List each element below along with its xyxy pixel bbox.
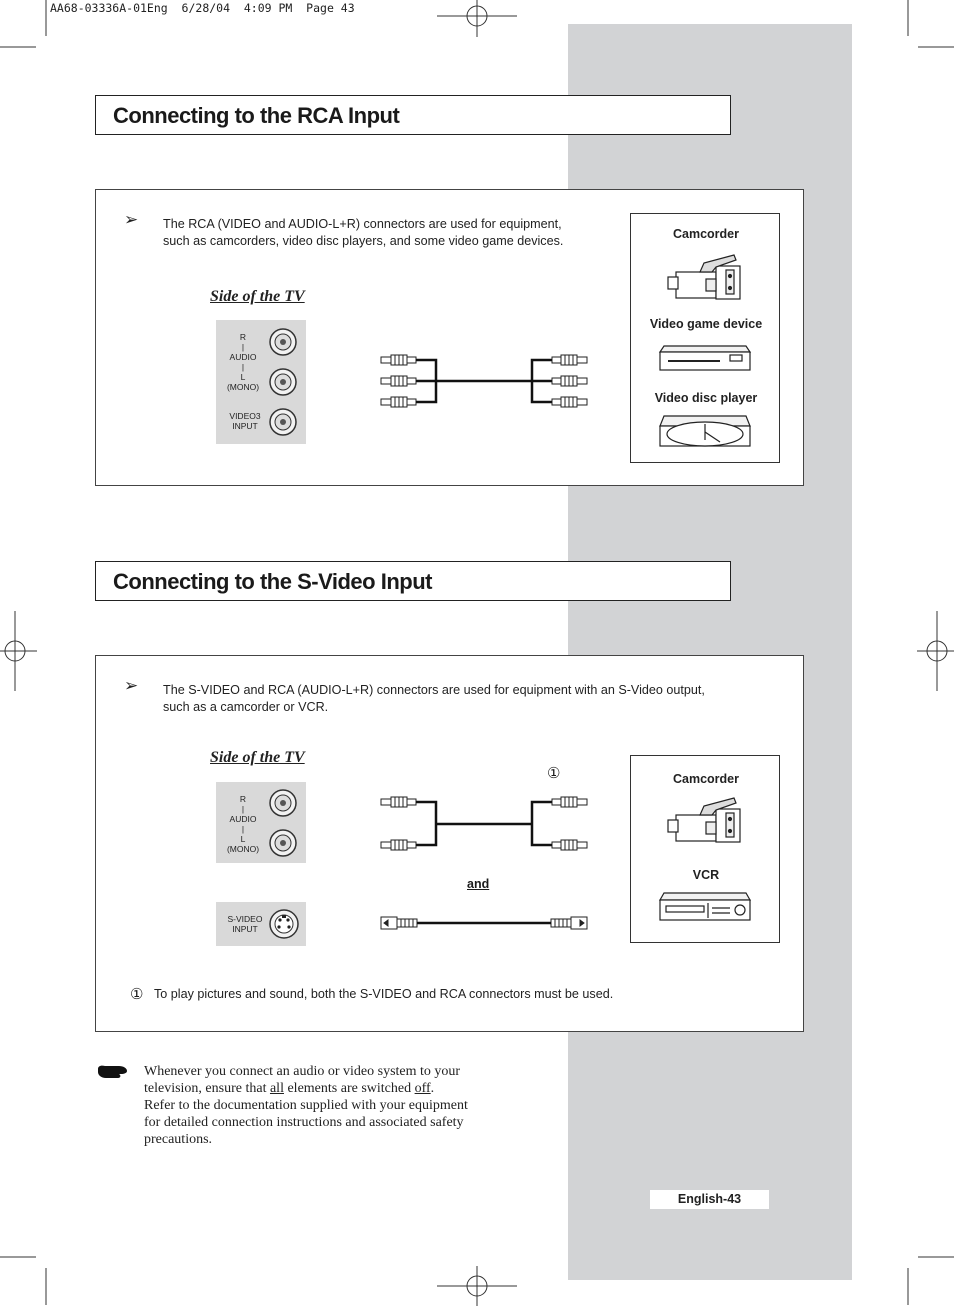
device-label: Video disc player (654, 391, 758, 405)
svideo-description (163, 682, 705, 716)
rca-panel (95, 189, 804, 486)
rca-cable-icon (379, 795, 589, 855)
rca-description (163, 216, 563, 250)
side-of-tv-label: Side of the TV (210, 749, 305, 766)
disc-player-icon (658, 412, 754, 450)
jack-label-svideo: S-VIDEO INPUT (227, 914, 263, 934)
arrow-right-icon: ➢ (124, 676, 139, 695)
footnote-text: To play pictures and sound, both the S-VIDEO and RCA connectors must be used. (154, 987, 614, 1001)
vcr-icon (658, 890, 754, 924)
jack-label-audio: R | AUDIO | L (MONO) (226, 332, 260, 392)
tv-side-jack-panel (216, 320, 306, 444)
note-line: Refer to the documentation supplied with your equipment (144, 1098, 468, 1113)
rca-jack-icon (216, 782, 306, 863)
device-label: VCR (692, 868, 720, 882)
page-number: English-43 (650, 1190, 769, 1209)
rca-jack-icon (216, 320, 306, 444)
hand-pointer-icon (97, 1063, 129, 1081)
device-label: Video game device (649, 317, 763, 331)
registration-mark-icon (437, 0, 517, 37)
section-title-svideo (95, 561, 731, 601)
svideo-cable-icon (379, 914, 589, 934)
note-line: precautions. (144, 1132, 213, 1147)
section-heading: Connecting to the RCA Input (113, 103, 400, 128)
description-line: such as a camcorder or VCR. (163, 700, 329, 714)
footnote-marker: ① (130, 986, 144, 1003)
tv-side-svideo-jack-panel (216, 902, 306, 946)
jack-label-video3: VIDEO3 INPUT (229, 411, 261, 431)
rca-device-box (630, 213, 780, 463)
device-label: Camcorder (673, 772, 739, 786)
description-line: The S-VIDEO and RCA (AUDIO-L+R) connectors are used for equipment with an S-Video output, (163, 683, 705, 697)
description-line: The RCA (VIDEO and AUDIO-L+R) connectors are used for equipment, (163, 217, 562, 231)
svideo-device-box (630, 755, 780, 943)
device-label: Camcorder (673, 227, 739, 241)
safety-note (144, 1063, 468, 1148)
rca-cable-icon (379, 353, 589, 413)
section-title-rca (95, 95, 731, 135)
game-console-icon (658, 342, 754, 374)
registration-mark-icon (437, 1266, 517, 1306)
registration-mark-icon (917, 611, 954, 691)
print-info: AA68-03336A-01Eng 6/28/04 4:09 PM Page 43 (50, 1, 355, 15)
camcorder-icon (666, 794, 746, 844)
registration-mark-icon (0, 611, 37, 691)
section-heading: Connecting to the S-Video Input (113, 569, 432, 594)
arrow-right-icon: ➢ (124, 210, 139, 229)
note-line: television, ensure that all elements are switched off. (144, 1081, 435, 1096)
and-label: and (467, 877, 490, 891)
marker-one: ① (547, 765, 561, 782)
note-line: for detailed connection instructions and associated safety (144, 1115, 464, 1130)
svideo-jack-icon (216, 902, 306, 946)
camcorder-icon (666, 251, 746, 301)
description-line: such as camcorders, video disc players, and some video game devices. (163, 234, 564, 248)
jack-label-audio: R | AUDIO | L (MONO) (226, 794, 260, 854)
side-of-tv-label: Side of the TV (210, 288, 305, 305)
svideo-panel (95, 655, 804, 1032)
note-line: Whenever you connect an audio or video system to your (144, 1064, 461, 1079)
tv-side-audio-jack-panel (216, 782, 306, 863)
